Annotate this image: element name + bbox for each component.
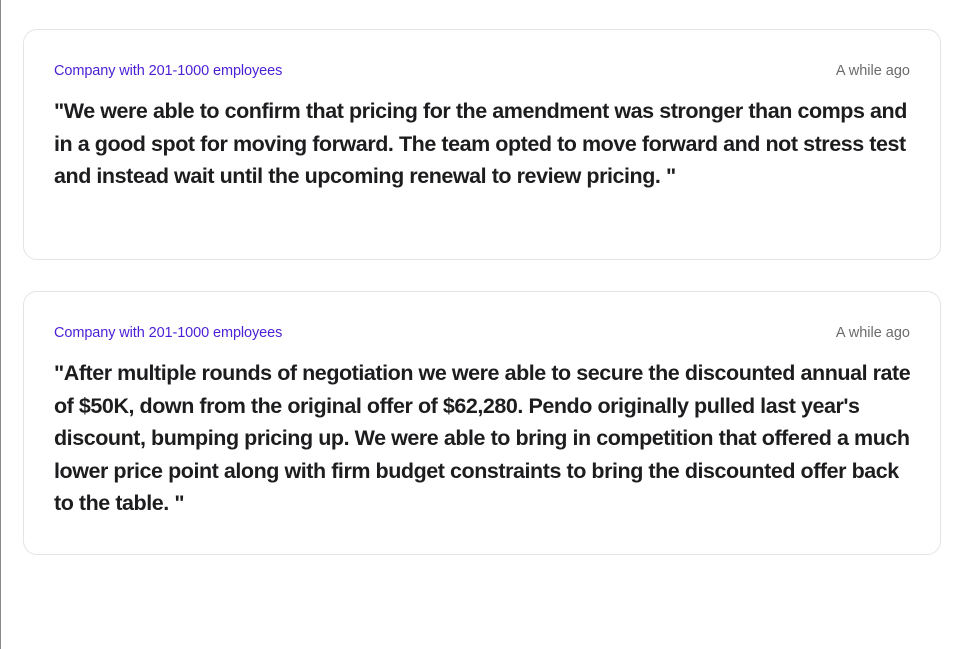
review-header [54, 62, 910, 80]
review-timestamp: A while ago [835, 325, 910, 341]
review-card [23, 29, 941, 260]
review-header [54, 324, 910, 342]
review-quote: "After multiple rounds of negotiation we were able to secure the discounted annual rate of $50K, down from the original offer of $62,280. Pendo originally pulled last year's discount, bumping pricing up. We were able to bring in competition that offered a much lower price point along with firm budget constraints to bring the discounted offer back to the table. " [54, 361, 911, 515]
review-quote: "We were able to confirm that pricing for the amendment was stronger than comps and in a good spot for moving forward. The team opted to move forward and not stress test and instead wait until the upcoming renewal to review pricing. " [54, 99, 907, 188]
review-card [23, 291, 941, 555]
company-size-link[interactable]: Company with 201-1000 employees [54, 325, 283, 341]
company-size-link[interactable]: Company with 201-1000 employees [54, 63, 283, 79]
review-timestamp: A while ago [835, 63, 910, 79]
